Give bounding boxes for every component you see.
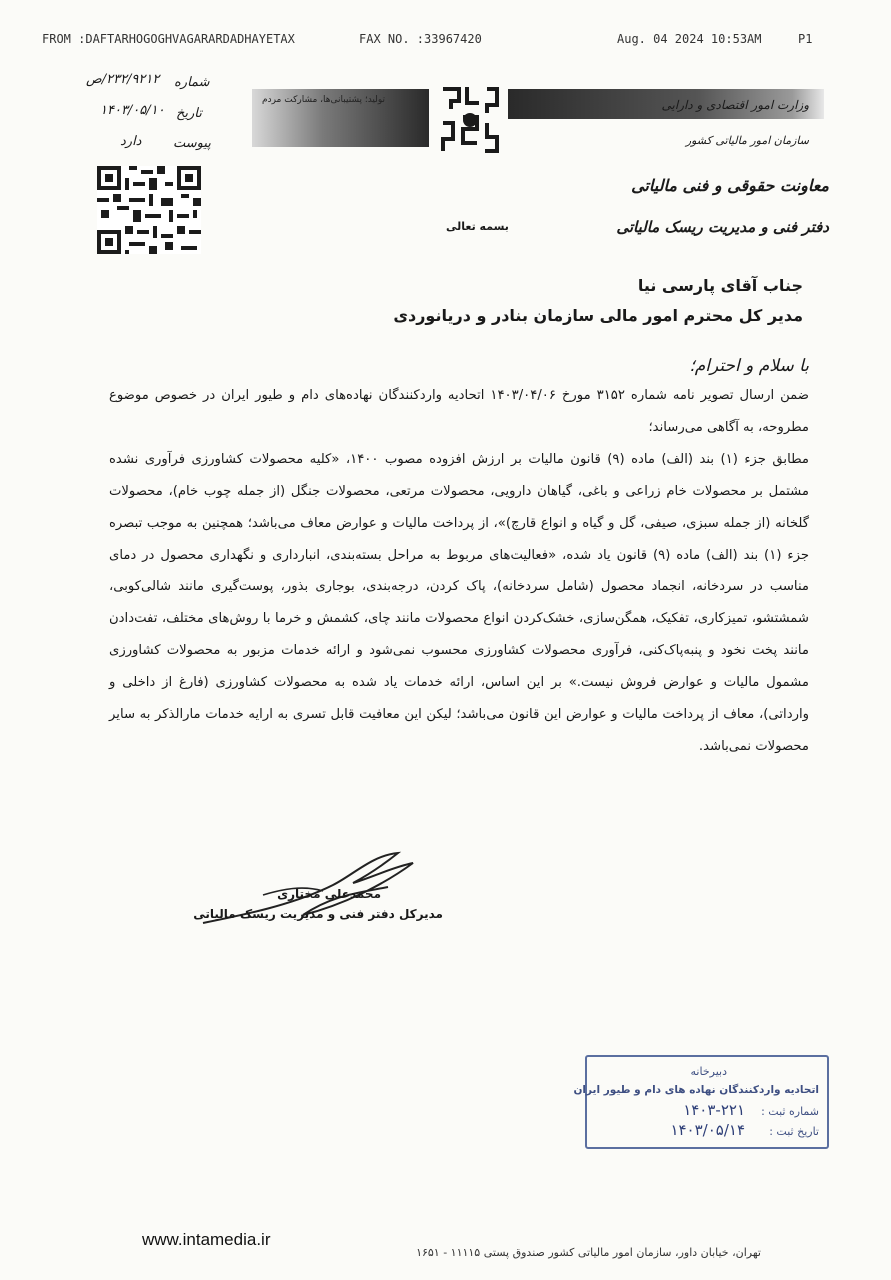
stamp-number-label: شماره ثبت : bbox=[761, 1105, 819, 1118]
bismillah: بسمه تعالی bbox=[446, 220, 509, 233]
fax-from: FROM :DAFTARHOGOGHVAGARARDADHAYETAX bbox=[42, 32, 295, 46]
stamp-header: دبیرخانه bbox=[690, 1065, 727, 1078]
letterhead-slogan: تولید؛ پشتیبانی‌ها، مشارکت مردم bbox=[262, 95, 386, 105]
letter-number-label: شماره bbox=[174, 75, 210, 90]
ministry-name: وزارت امور اقتصادی و دارایی bbox=[661, 98, 809, 112]
registry-stamp bbox=[573, 1055, 829, 1149]
attachment-label: پیوست bbox=[173, 136, 211, 151]
footer-address: تهران، خیابان داور، سازمان امور مالیاتی کشور صندوق پستی ۱۱۱۱۵ - ۱۶۵۱ bbox=[416, 1246, 761, 1259]
stamp-number: ۱۴۰۳-۲۲۱ bbox=[683, 1101, 745, 1119]
stamp-organization: اتحادیه واردکنندگان نهاده های دام و طیور ایران bbox=[573, 1084, 819, 1096]
recipient-title: مدیر کل محترم امور مالی سازمان بنادر و دریانوردی bbox=[393, 306, 803, 325]
organization-emblem-icon bbox=[437, 83, 503, 157]
fax-number: FAX NO. :33967420 bbox=[359, 32, 482, 46]
stamp-date: ۱۴۰۳/۰۵/۱۴ bbox=[670, 1121, 745, 1139]
footer-website: www.intamedia.ir bbox=[142, 1230, 271, 1249]
signature-block bbox=[183, 845, 443, 935]
fax-header bbox=[0, 32, 891, 52]
fax-page: P1 bbox=[798, 32, 813, 46]
deputy-name: معاونت حقوقی و فنی مالیاتی bbox=[631, 176, 829, 195]
letter-body bbox=[109, 380, 809, 763]
salutation: با سلام و احترام؛ bbox=[689, 356, 809, 376]
body-paragraph-1: ضمن ارسال تصویر نامه شماره ۳۱۵۲ مورخ ۱۴۰۳/۰۴/۰۶ اتحادیه واردکنندگان نهاده‌های دام و طیور ایران در خصوص موضوع مطروحه، به آگاهی می‌رساند؛ bbox=[109, 388, 809, 435]
stamp-date-label: تاریخ ثبت : bbox=[769, 1125, 819, 1138]
signatory-name: محمدعلی مختاری bbox=[277, 887, 381, 901]
recipient-name: جناب آقای پارسی نیا bbox=[637, 276, 803, 295]
qr-code-icon bbox=[97, 165, 201, 255]
fax-datetime: Aug. 04 2024 10:53AM bbox=[617, 32, 762, 46]
organization-name: سازمان امور مالیاتی کشور bbox=[685, 134, 809, 147]
office-name: دفتر فنی و مدیریت ریسک مالیاتی bbox=[616, 218, 829, 236]
letter-date-label: تاریخ bbox=[176, 106, 202, 121]
attachment-value: دارد bbox=[120, 134, 142, 149]
letter-number: ۲۳۲/۹۲۱۲/ص bbox=[86, 72, 160, 87]
letter-date: ۱۴۰۳/۰۵/۱۰ bbox=[100, 103, 165, 118]
signatory-title: مدیرکل دفتر فنی و مدیریت ریسک مالیاتی bbox=[193, 907, 443, 921]
body-paragraph-2: مطابق جزء (۱) بند (الف) ماده (۹) قانون مالیات بر ارزش افزوده مصوب ۱۴۰۰، «کلیه محصولات کشاورزی فرآوری نشده مشتمل بر محصولات خام زراعی و باغی، گیاهان دارویی، محصولات مرتعی، محصولات جنگل (از جمله چوب خام)، محصولات گلخانه (از جمله سبزی، صیفی، گل و گیاه و انواع قارچ)»، از پرداخت مالیات و عوارض معاف می‌باشد؛ همچنین به موجب تبصره جزء (۱) بند (الف) ماده (۹) قانون یاد شده، «فعالیت‌های مربوط به مراحل بسته‌بندی، انبارداری و نگهداری محصول در دمای مناسب در سردخانه، انجماد محصول (شامل سردخانه)، پاک کردن، درجه‌بندی، بوجاری بذور، پوست‌گیری مانند شالی‌کوبی، شمشتشو، تمیزکاری، تفکیک، همگن‌سازی، خشک‌کردن انواع محصولات مانند چای، کشمش و خرما با روش‌های مختلف، تفت‌دادن مانند پخت نخود و پنبه‌پاک‌کنی، فرآوری محصولات کشاورزی محسوب نمی‌شود و ارائه خدمات مزبور به محصولات کشاورزی مشمول مالیات و عوارض فروش نیست.» بر این اساس، ارائه خدمات یاد شده به محصولات کشاورزی (فارغ از داخلی و وارداتی)، معاف از پرداخت مالیات و عوارض این قانون می‌باشد؛ لیکن این معافیت قابل تسری به ارایه خدمات مارالذکر به سایر محصولات نمی‌باشد. bbox=[109, 451, 809, 754]
